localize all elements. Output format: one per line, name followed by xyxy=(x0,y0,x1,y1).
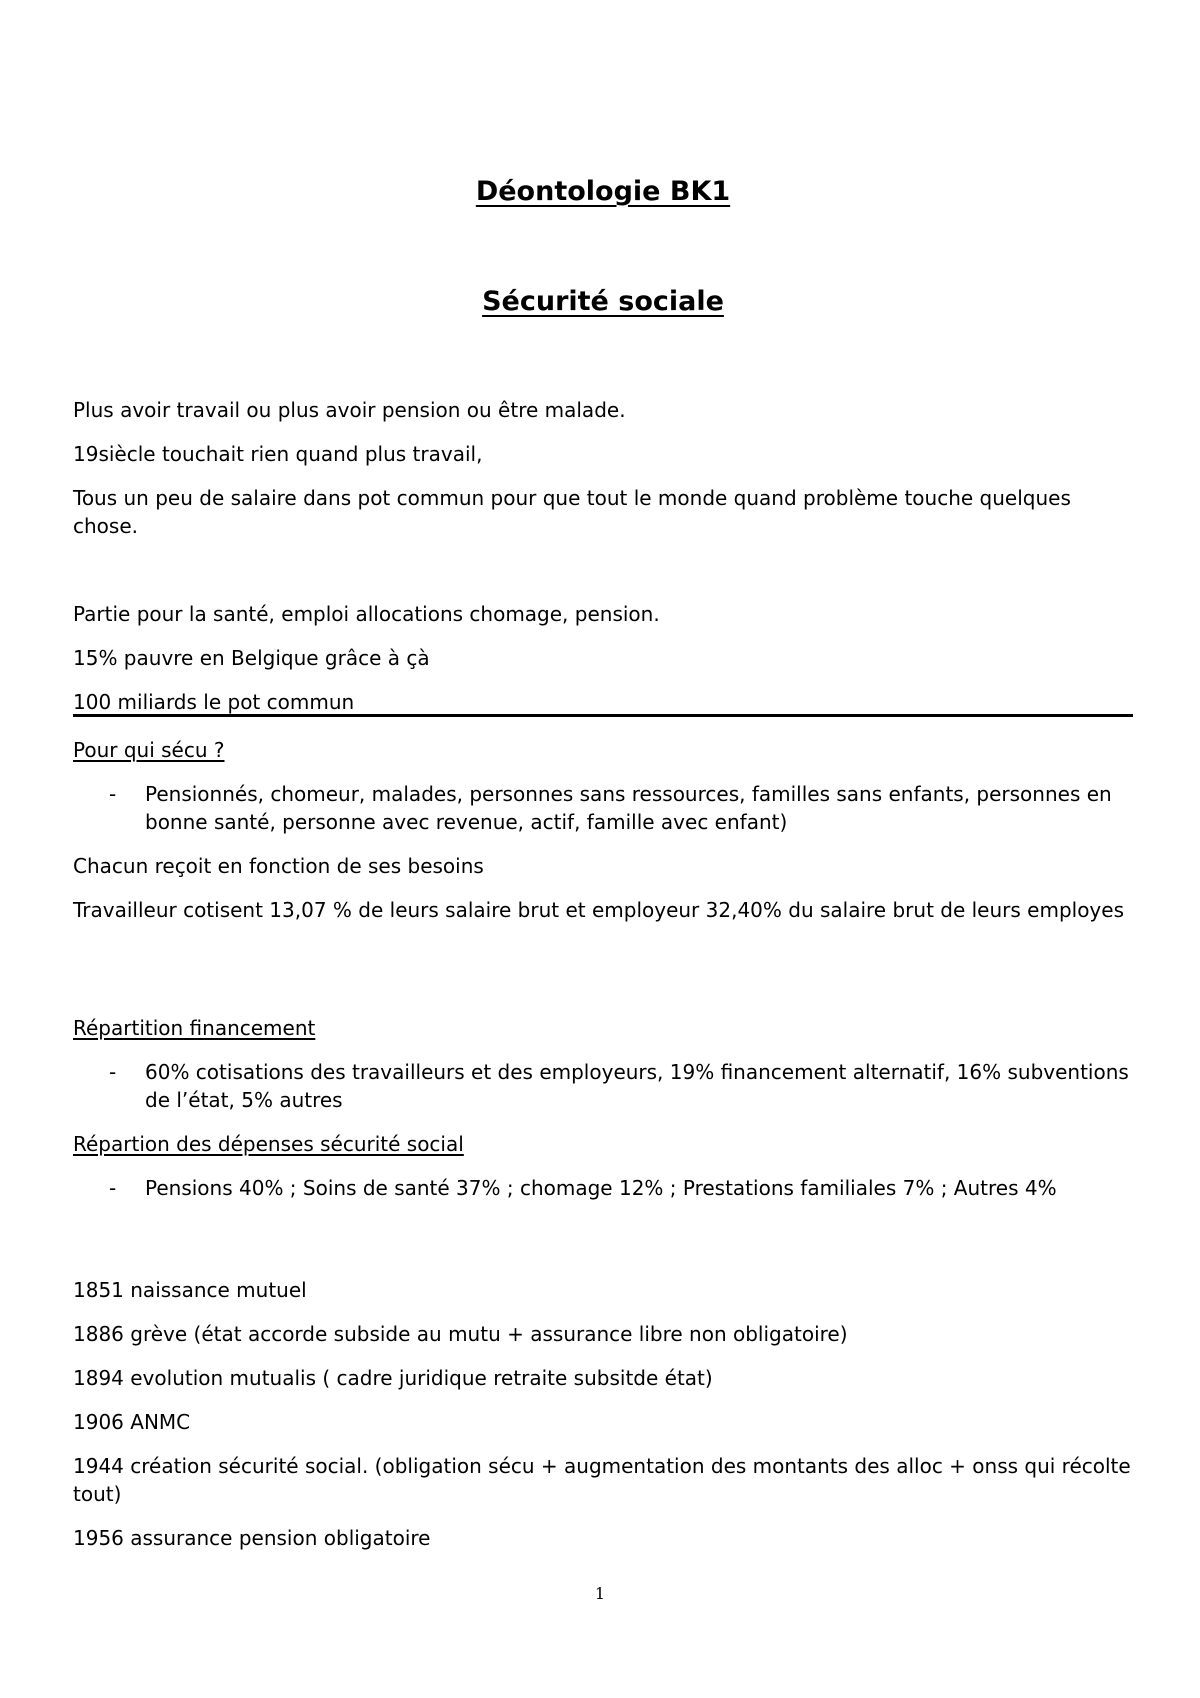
horizontal-divider xyxy=(73,714,1133,717)
list-item xyxy=(73,1058,1133,1114)
financing-block xyxy=(73,1014,1133,1202)
document-title: Déontologie BK1 xyxy=(475,176,731,207)
list-item-text: Pensions 40% ; Soins de santé 37% ; chomage 12% ; Prestations familiales 7% ; Autres 4% xyxy=(145,1176,1057,1200)
list-item-text: 60% cotisations des travailleurs et des employeurs, 19% financement alternatif, 16% subventions de l’état, 5% autres xyxy=(145,1060,1129,1112)
paragraph: 15% pauvre en Belgique grâce à çà xyxy=(73,646,430,670)
dash-bullet: - xyxy=(109,1176,117,1200)
timeline-entry: 1956 assurance pension obligatoire xyxy=(73,1526,431,1550)
timeline-entry: 1851 naissance mutuel xyxy=(73,1278,307,1302)
section-title: Sécurité sociale xyxy=(482,286,724,317)
paragraph: 19siècle touchait rien quand plus travail, xyxy=(73,442,483,466)
timeline-entry: 1906 ANMC xyxy=(73,1410,191,1434)
paragraph: 100 miliards le pot commun xyxy=(73,690,355,714)
page-number: 1 xyxy=(594,1584,606,1603)
timeline-entry: 1886 grève (état accorde subside au mutu + assurance libre non obligatoire) xyxy=(73,1322,848,1346)
timeline-entry: 1894 evolution mutualis ( cadre juridique retraite subsitde état) xyxy=(73,1366,713,1390)
paragraph: Partie pour la santé, emploi allocations chomage, pension. xyxy=(73,602,660,626)
paragraph: Chacun reçoit en fonction de ses besoins xyxy=(73,854,484,878)
paragraph: Travailleur cotisent 13,07 % de leurs salaire brut et employeur 32,40% du salaire brut de leurs employes xyxy=(73,898,1124,922)
timeline-block xyxy=(73,1276,1133,1552)
beneficiaries-block xyxy=(73,736,1133,924)
dash-bullet: - xyxy=(109,1060,117,1084)
section-heading: Répartition financement xyxy=(73,1016,316,1040)
timeline-entry: 1944 création sécurité social. (obligation sécu + augmentation des montants des alloc + onss qui récolte tout) xyxy=(73,1454,1131,1506)
facts-block xyxy=(73,600,1133,716)
intro-block xyxy=(73,396,1133,540)
section-heading: Pour qui sécu ? xyxy=(73,738,225,762)
list-item xyxy=(73,1174,1133,1202)
paragraph: Plus avoir travail ou plus avoir pension ou être malade. xyxy=(73,398,626,422)
paragraph: Tous un peu de salaire dans pot commun pour que tout le monde quand problème touche quelques chose. xyxy=(73,486,1071,538)
dash-bullet: - xyxy=(109,782,117,806)
list-item xyxy=(73,780,1133,836)
section-heading: Répartion des dépenses sécurité social xyxy=(73,1132,464,1156)
list-item-text: Pensionnés, chomeur, malades, personnes sans ressources, familles sans enfants, personnes en bonne santé, personne avec revenue, actif, famille avec enfant) xyxy=(145,782,1112,834)
